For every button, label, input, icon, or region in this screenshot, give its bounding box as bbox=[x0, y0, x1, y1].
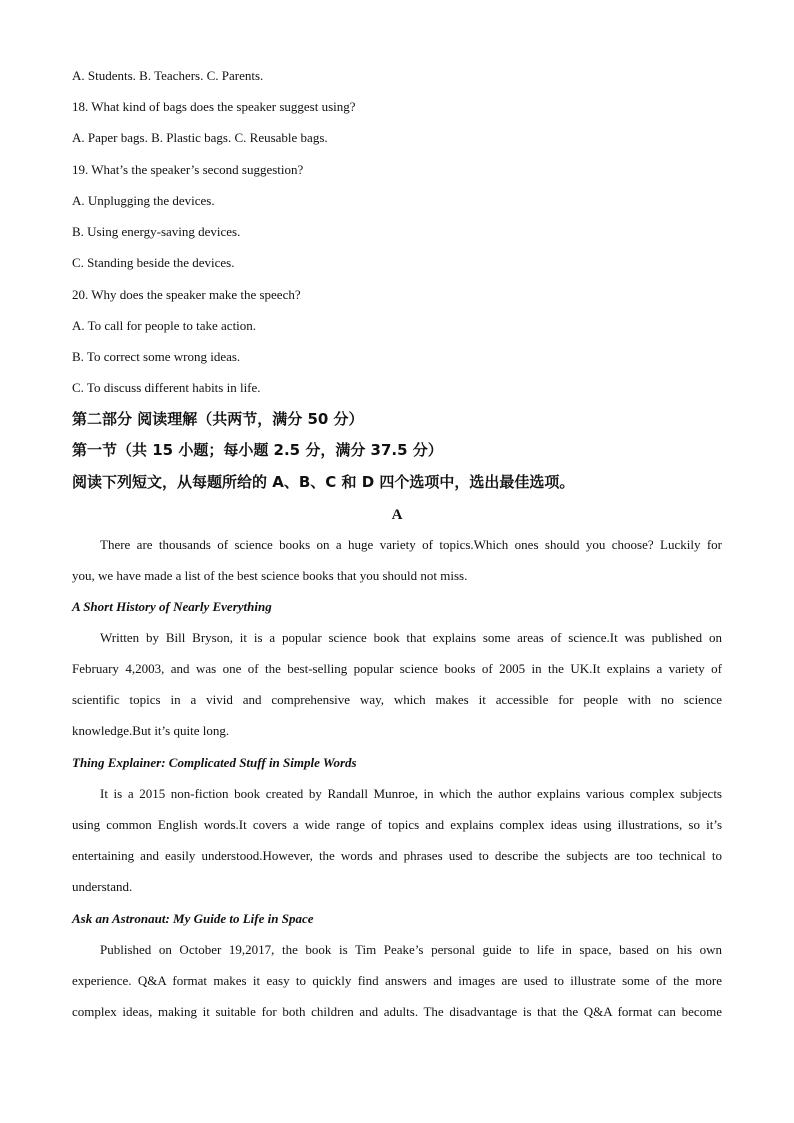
section-heading: 第一节（共 15 小题；每小题 2.5 分，满分 37.5 分） bbox=[72, 441, 443, 459]
q20-option-b: B. To correct some wrong ideas. bbox=[72, 349, 241, 364]
book-description-line: entertaining and easily understood.However, the words and phrases used to describe the subjects are too technical to bbox=[72, 848, 722, 863]
book-description-line: scientific topics in a vivid and comprehensive way, which makes it accessible for people with no science bbox=[72, 692, 722, 707]
book-description-line: February 4,2003, and was one of the best-selling popular science books of 2005 in the UK.It explains a variety of bbox=[72, 661, 722, 676]
book-description-line: complex ideas, making it suitable for both children and adults. The disadvantage is that the Q&A format can become bbox=[72, 1004, 722, 1019]
intro-line: There are thousands of science books on a huge variety of topics.Which ones should you choose? Luckily for bbox=[100, 537, 722, 552]
q20-question: 20. Why does the speaker make the speech? bbox=[72, 287, 301, 302]
book-description-line: knowledge.But it’s quite long. bbox=[72, 723, 230, 738]
q18-options: A. Paper bags. B. Plastic bags. C. Reusable bags. bbox=[72, 130, 328, 145]
q20-option-c: C. To discuss different habits in life. bbox=[72, 380, 261, 395]
passage-label: A bbox=[391, 507, 403, 523]
instructions: 阅读下列短文，从每题所给的 A、B、C 和 D 四个选项中，选出最佳选项。 bbox=[72, 473, 575, 491]
intro-line: you, we have made a list of the best science books that you should not miss. bbox=[72, 568, 468, 583]
book-description-line: using common English words.It covers a wide range of topics and explains complex ideas using illustrations, so it’s bbox=[72, 817, 722, 832]
part-heading: 第二部分 阅读理解（共两节，满分 50 分） bbox=[72, 410, 364, 428]
q19-option-b: B. Using energy-saving devices. bbox=[72, 224, 241, 239]
book-description-line: It is a 2015 non-fiction book created by Randall Munroe, in which the author explains various complex subjects bbox=[100, 786, 722, 801]
q19-option-c: C. Standing beside the devices. bbox=[72, 255, 235, 270]
book-title: A Short History of Nearly Everything bbox=[72, 599, 272, 614]
book-title: Ask an Astronaut: My Guide to Life in Space bbox=[72, 911, 314, 926]
book-description-line: Written by Bill Bryson, it is a popular science book that explains some areas of science.It was published on bbox=[100, 630, 722, 645]
book-title: Thing Explainer: Complicated Stuff in Simple Words bbox=[72, 755, 357, 770]
q17-options: A. Students. B. Teachers. C. Parents. bbox=[72, 68, 264, 83]
q18-question: 18. What kind of bags does the speaker suggest using? bbox=[72, 99, 356, 114]
book-description-line: experience. Q&A format makes it easy to quickly find answers and images are used to illustrate some of the more bbox=[72, 973, 722, 988]
book-description-line: understand. bbox=[72, 879, 133, 894]
q19-option-a: A. Unplugging the devices. bbox=[72, 193, 215, 208]
book-description-line: Published on October 19,2017, the book is Tim Peake’s personal guide to life in space, based on his own bbox=[100, 942, 722, 957]
q20-option-a: A. To call for people to take action. bbox=[72, 318, 257, 333]
q19-question: 19. What’s the speaker’s second suggestion? bbox=[72, 162, 304, 177]
